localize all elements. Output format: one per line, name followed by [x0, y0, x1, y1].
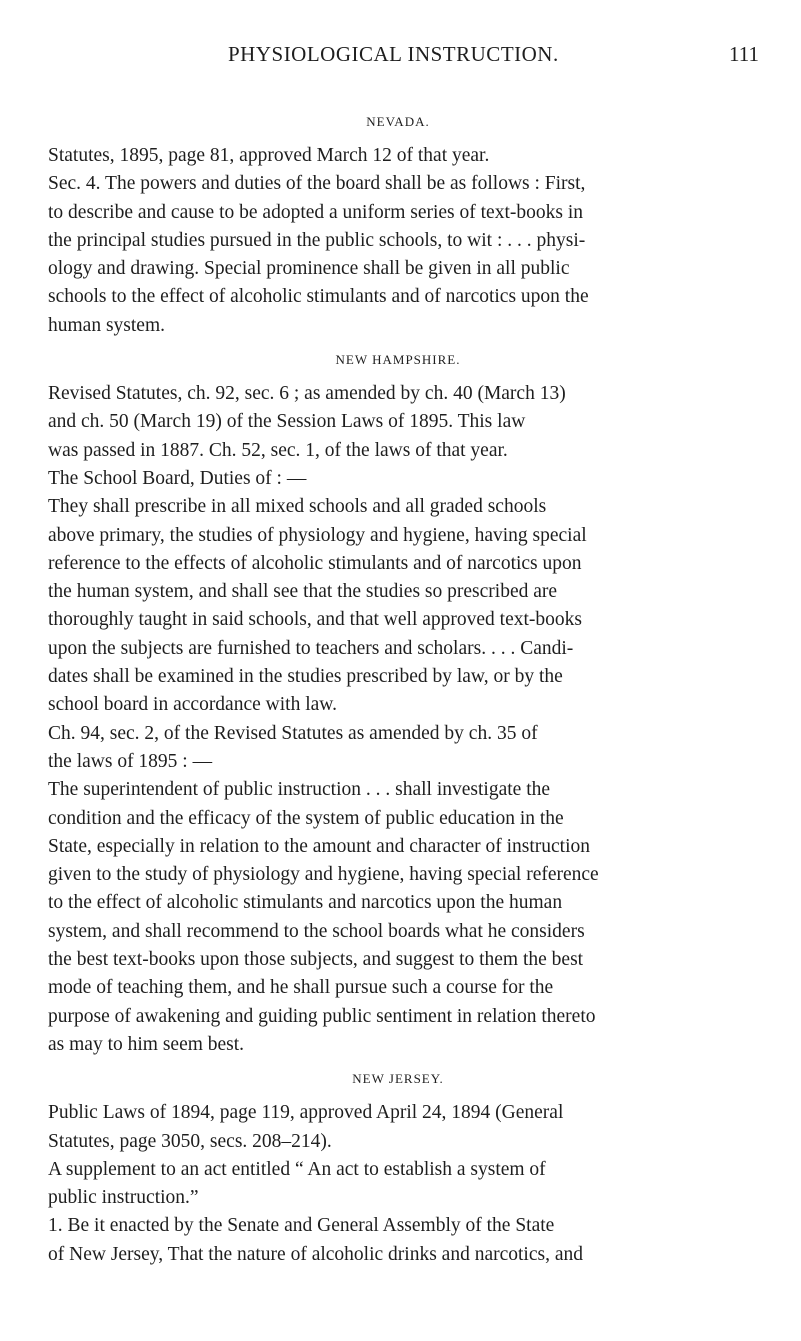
text-line: the human system, and shall see that the studies so prescribed are	[48, 581, 558, 603]
text-line: thoroughly taught in said schools, and that well approved text-books	[48, 609, 582, 631]
text-line: Revised Statutes, ch. 92, sec. 6 ; as amended by ch. 40 (March 13)	[48, 383, 566, 405]
text-line: Ch. 94, sec. 2, of the Revised Statutes as amended by ch. 35 of	[48, 722, 538, 744]
text-line: and ch. 50 (March 19) of the Session Laws of 1895. This law	[48, 411, 526, 433]
text-line: mode of teaching them, and he shall pursue such a course for the	[48, 977, 554, 999]
body-text	[48, 102, 748, 1269]
text-line: school board in accordance with law.	[48, 694, 337, 716]
text-line: A supplement to an act entitled “ An act to establish a system of	[48, 1158, 546, 1180]
text-line: the laws of 1895 : —	[48, 750, 213, 772]
text-line: State, especially in relation to the amount and character of instruction	[48, 835, 591, 857]
text-line: dates shall be examined in the studies prescribed by law, or by the	[48, 666, 563, 688]
section-heading-nevada: NEVADA.	[366, 114, 430, 129]
running-title: PHYSIOLOGICAL INSTRUCTION.	[228, 42, 559, 66]
text-line: purpose of awakening and guiding public sentiment in relation thereto	[48, 1005, 596, 1027]
text-line: schools to the effect of alcoholic stimulants and of narcotics upon the	[48, 286, 589, 308]
text-line: reference to the effects of alcoholic stimulants and of narcotics upon	[48, 552, 582, 574]
text-line: was passed in 1887. Ch. 52, sec. 1, of the laws of that year.	[48, 439, 508, 461]
page-number: 111	[729, 42, 759, 66]
section-body-nevada	[48, 142, 748, 340]
section-body-new-jersey	[48, 1099, 748, 1269]
text-line: to describe and cause to be adopted a uniform series of text-books in	[48, 201, 584, 223]
text-line: Statutes, 1895, page 81, approved March 12 of that year.	[48, 145, 490, 166]
text-line: upon the subjects are furnished to teachers and scholars. . . . Candi-	[48, 637, 574, 659]
text-line: human system.	[48, 314, 165, 336]
text-line: Public Laws of 1894, page 119, approved April 24, 1894 (General	[48, 1102, 564, 1124]
text-line: The School Board, Duties of : —	[48, 467, 307, 489]
text-line: system, and shall recommend to the school boards what he considers	[48, 920, 585, 942]
text-line: to the effect of alcoholic stimulants and narcotics upon the human	[48, 892, 563, 914]
text-line: the best text-books upon those subjects, and suggest to them the best	[48, 949, 584, 971]
page-header	[0, 40, 801, 80]
text-line: Statutes, page 3050, secs. 208–214).	[48, 1130, 332, 1152]
text-line: of New Jersey, That the nature of alcoholic drinks and narcotics, and	[48, 1243, 583, 1265]
text-line: given to the study of physiology and hygiene, having special reference	[48, 864, 599, 886]
text-line: public instruction.”	[48, 1187, 199, 1209]
section-body-new-hampshire	[48, 380, 748, 1059]
text-line: They shall prescribe in all mixed schools and all graded schools	[48, 496, 547, 518]
text-line: Sec. 4. The powers and duties of the board shall be as follows : First,	[48, 173, 586, 195]
text-line: as may to him seem best.	[48, 1033, 245, 1055]
section-heading-new-jersey: NEW JERSEY.	[352, 1071, 444, 1087]
text-line: 1. Be it enacted by the Senate and General Assembly of the State	[48, 1215, 555, 1237]
text-line: condition and the efficacy of the system of public education in the	[48, 807, 564, 829]
text-line: above primary, the studies of physiology and hygiene, having special	[48, 524, 587, 546]
text-line: The superintendent of public instruction . . . shall investigate the	[48, 779, 551, 801]
text-line: the principal studies pursued in the public schools, to wit : . . . physi-	[48, 229, 586, 251]
text-line: ology and drawing. Special prominence shall be given in all public	[48, 258, 570, 280]
section-heading-new-hampshire: NEW HAMPSHIRE.	[335, 352, 461, 368]
